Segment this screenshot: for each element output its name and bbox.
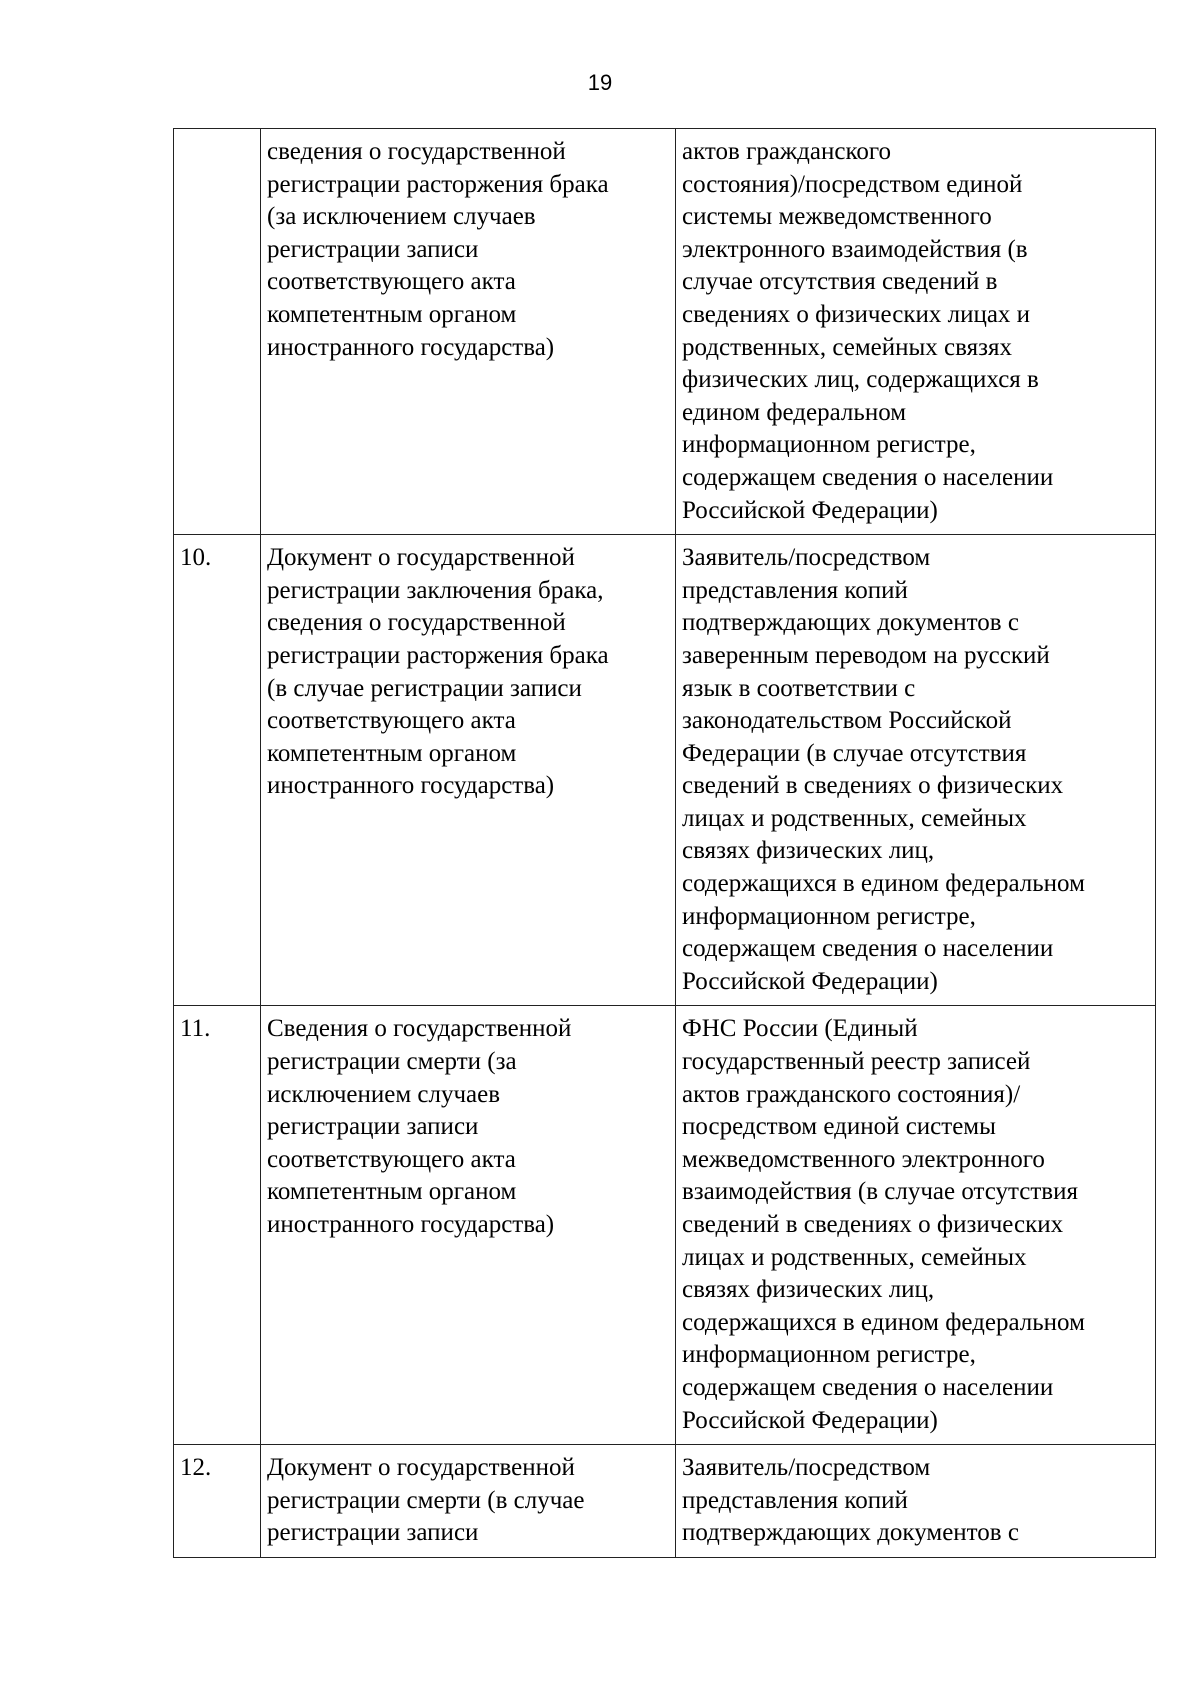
source-cell: Заявитель/посредством представления копий подтверждающих документов с заверенным переводом на русский язык в соответствии с законодательством Российской Федерации (в случае отсутствия сведений в сведениях о физических лицах и родственных, семейных связях физических лиц, содержащихся в едином федеральном информационном регистре, содержащем сведения о населении Российской Федерации) xyxy=(676,535,1156,1006)
table-row xyxy=(174,1445,1156,1558)
document-cell: сведения о государственной регистрации расторжения брака (за исключением случаев регистрации записи соответствующего акта компетентным органом иностранного государства) xyxy=(261,129,676,535)
row-number-cell: 11. xyxy=(174,1006,261,1445)
source-cell: ФНС России (Единый государственный реестр записей актов гражданского состояния)/ посредством единой системы межведомственного электронного взаимодействия (в случае отсутствия сведений в сведениях о физических лицах и родственных, семейных связях физических лиц, содержащихся в едином федеральном информационном регистре, содержащем сведения о населении Российской Федерации) xyxy=(676,1006,1156,1445)
table-row xyxy=(174,1006,1156,1445)
row-number-cell xyxy=(174,129,261,535)
source-cell: актов гражданского состояния)/посредством единой системы межведомственного электронного взаимодействия (в случае отсутствия сведений в сведениях о физических лицах и родственных, семейных связях физических лиц, содержащихся в едином федеральном информационном регистре, содержащем сведения о населении Российской Федерации) xyxy=(676,129,1156,535)
row-number-cell: 12. xyxy=(174,1445,261,1558)
documents-table xyxy=(173,128,1156,1558)
document-cell: Документ о государственной регистрации заключения брака, сведения о государственной регистрации расторжения брака (в случае регистрации записи соответствующего акта компетентным органом иностранного государства) xyxy=(261,535,676,1006)
row-number-cell: 10. xyxy=(174,535,261,1006)
table-row xyxy=(174,129,1156,535)
source-cell: Заявитель/посредством представления копий подтверждающих документов с xyxy=(676,1445,1156,1558)
document-cell: Сведения о государственной регистрации смерти (за исключением случаев регистрации записи соответствующего акта компетентным органом иностранного государства) xyxy=(261,1006,676,1445)
document-cell: Документ о государственной регистрации смерти (в случае регистрации записи xyxy=(261,1445,676,1558)
table-row xyxy=(174,535,1156,1006)
page-number: 19 xyxy=(587,70,613,95)
